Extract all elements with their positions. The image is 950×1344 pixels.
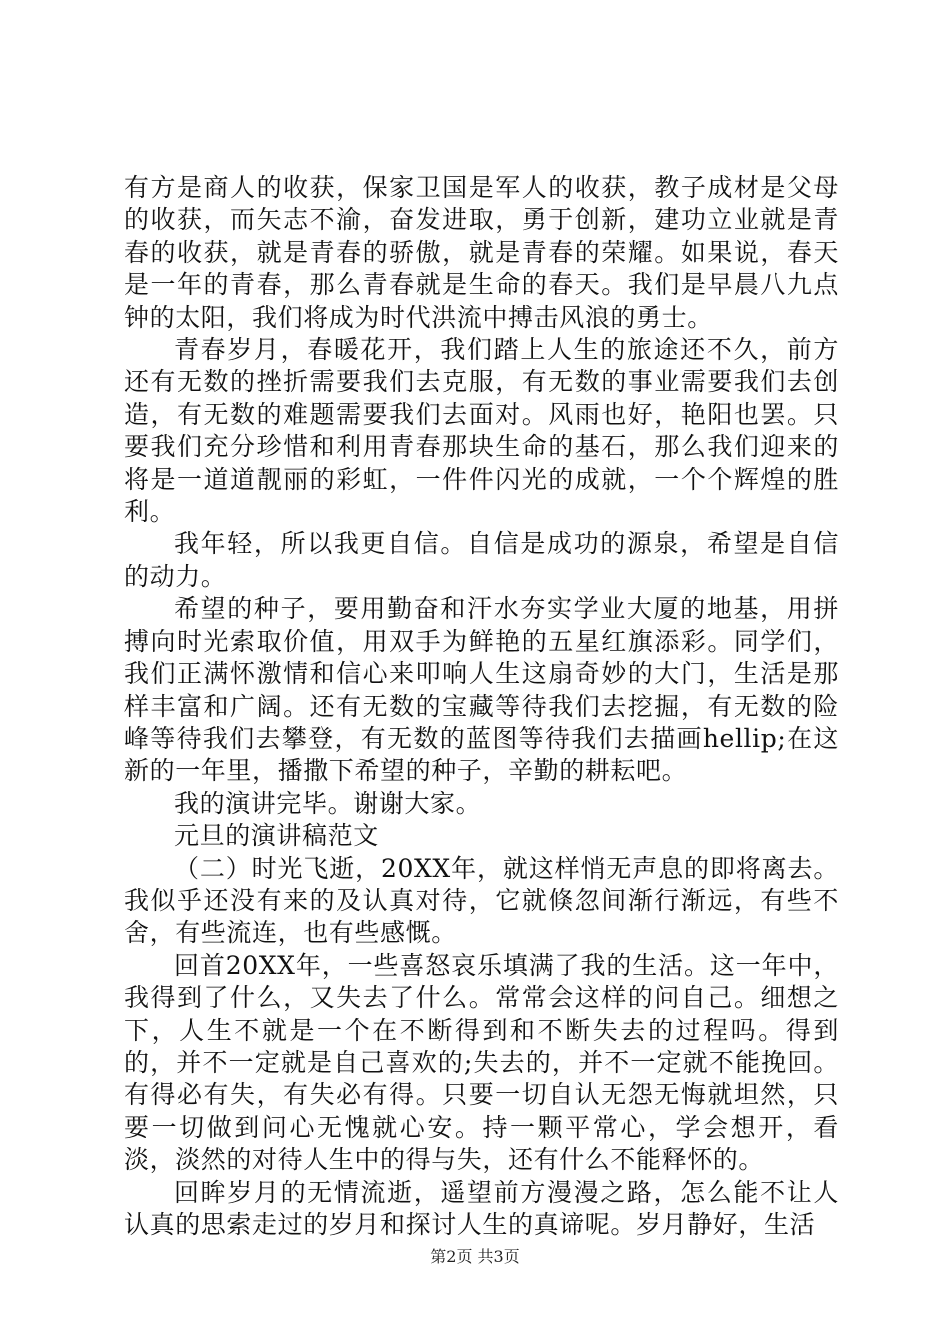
document-body [124, 172, 839, 1241]
paragraph-7: （二）时光飞逝，20XX年，就这样悄无声息的即将离去。我似乎还没有来的及认真对待，它就倏忽间渐行渐远，有些不舍，有些流连，也有些感慨。 [124, 853, 839, 948]
page-footer [0, 1244, 950, 1267]
section-title: 元旦的演讲稿范文 [174, 821, 379, 851]
paragraph-3: 我年轻，所以我更自信。自信是成功的源泉，希望是自信的动力。 [124, 529, 839, 591]
page-number-label: 第2页 共3页 [430, 1247, 520, 1266]
paragraph-1: 有方是商人的收获，保家卫国是军人的收获，教子成材是父母的收获，而矢志不渝，奋发进取，勇于创新，建功立业就是青春的收获，就是青春的骄傲，就是青春的荣耀。如果说，春天是一年的青春，那么青春就是生命的春天。我们是早晨八九点钟的太阳，我们将成为时代洪流中搏击风浪的勇士。 [124, 173, 839, 332]
paragraph-5: 我的演讲完毕。谢谢大家。 [174, 788, 482, 818]
paragraph-9: 回眸岁月的无情流逝，遥望前方漫漫之路，怎么能不让人认真的思索走过的岁月和探讨人生的真谛呢。岁月静好，生活 [124, 1177, 839, 1239]
paragraph-8: 回首20XX年，一些喜怒哀乐填满了我的生活。这一年中，我得到了什么，又失去了什么。常常会这样的问自己。细想之下，人生不就是一个在不断得到和不断失去的过程吗。得到的，并不一定就是自己喜欢的;失去的，并不一定就不能挽回。有得必有失，有失必有得。只要一切自认无怨无悔就坦然，只要一切做到问心无愧就心安。持一颗平常心，学会想开，看淡，淡然的对待人生中的得与失，还有什么不能释怀的。 [124, 950, 839, 1175]
paragraph-2: 青春岁月，春暖花开，我们踏上人生的旅途还不久，前方还有无数的挫折需要我们去克服，有无数的事业需要我们去创造，有无数的难题需要我们去面对。风雨也好，艳阳也罢。只要我们充分珍惜和利用青春那块生命的基石，那么我们迎来的将是一道道靓丽的彩虹，一件件闪光的成就，一个个辉煌的胜利。 [124, 335, 839, 527]
paragraph-4: 希望的种子，要用勤奋和汗水夯实学业大厦的地基，用拼搏向时光索取价值，用双手为鲜艳的五星红旗添彩。同学们，我们正满怀激情和信心来叩响人生这扇奇妙的大门，生活是那样丰富和广阔。还有无数的宝藏等待我们去挖掘，有无数的险峰等待我们去攀登，有无数的蓝图等待我们去描画hellip;在这新的一年里，播撒下希望的种子，辛勤的耕耘吧。 [124, 594, 839, 786]
